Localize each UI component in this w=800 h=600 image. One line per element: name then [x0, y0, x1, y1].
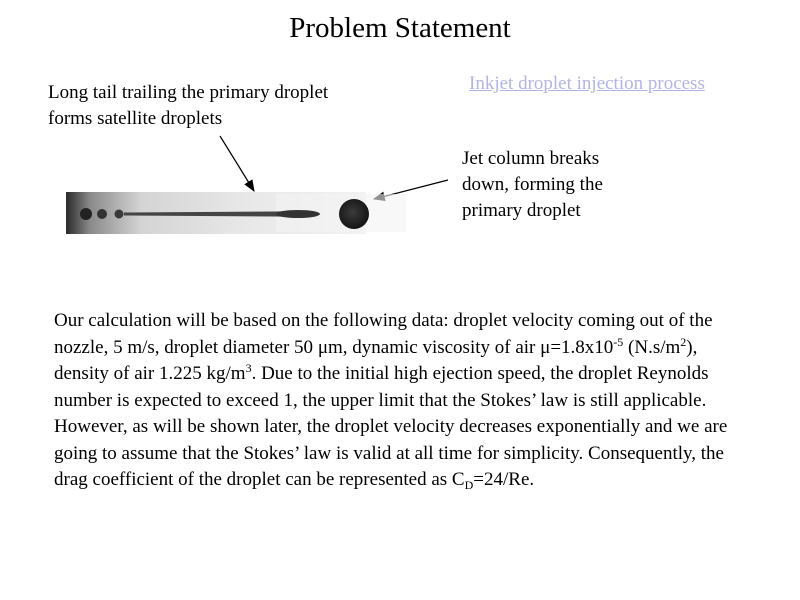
- problem-description: Our calculation will be based on the following data: droplet velocity coming out of the nozzle, 5 m/s, droplet diameter 50 μm, dynamic viscosity of air $\mu=1.8x10^{-5}$ $(N.s/m^2)$, density of air 1.225 $kg/m^3$. Due to the initial high ejection speed, the droplet Reynolds number is expected to exceed 1, the upper limit that the Stokes’ law is still applicable. However, as will be shown later, the droplet velocity decreases exponentially and we are going to assume that the Stokes’ law is valid at all time for simplicity. Consequently, the drag coefficient of the droplet can be represented as $C_D=24/Re$.: [54, 310, 728, 492]
- caption-primary-droplet: Jet column breaks down, forming the primary droplet: [462, 148, 603, 221]
- arrow-to-tail: [220, 136, 254, 191]
- primary-droplet: [339, 199, 369, 229]
- caption-satellite-droplets: Long tail trailing the primary droplet forms satellite droplets: [48, 82, 329, 129]
- inkjet-process-link[interactable]: Inkjet droplet injection process: [469, 73, 705, 94]
- satellite-droplet: [80, 208, 92, 220]
- satellite-droplet: [97, 209, 107, 219]
- slide-title: Problem Statement: [289, 12, 511, 44]
- satellite-droplet: [115, 210, 124, 219]
- inkjet-droplet-photo: [66, 186, 406, 240]
